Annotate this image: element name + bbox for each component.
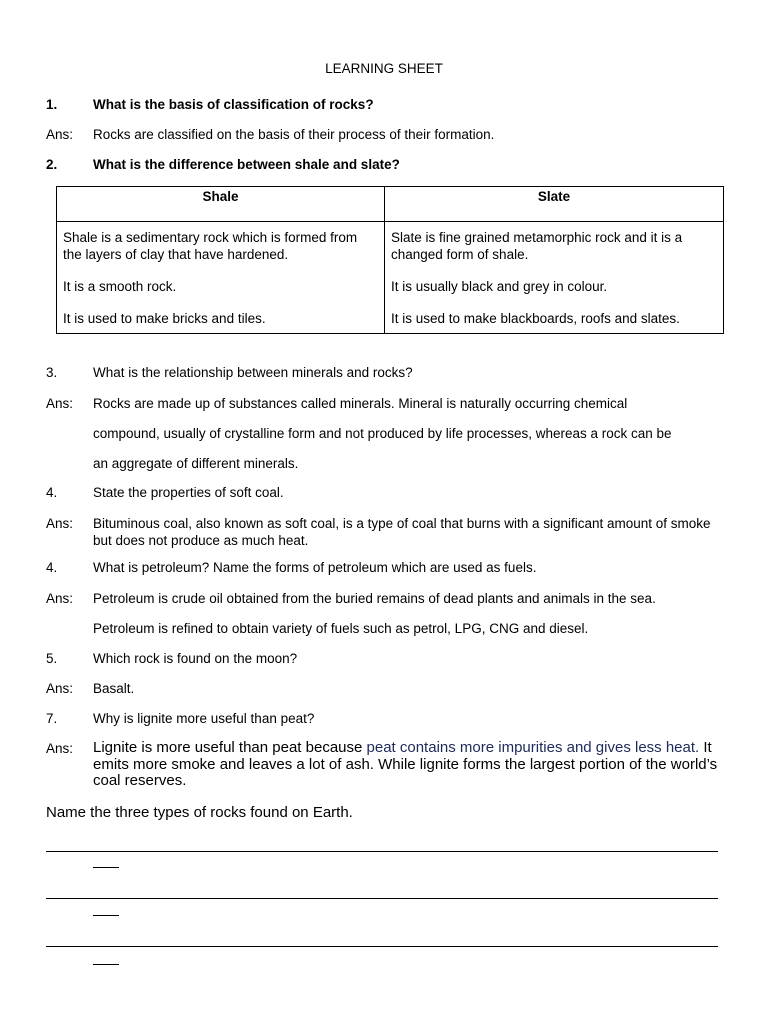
question-number: 7. [46,711,58,726]
answer-part: It emits more smoke and leaves a lot of ash. While lignite forms the largest portion of the world’s coal reserves. [93,739,718,789]
slate-point: It is used to make blackboards, roofs and slates. [391,311,680,326]
question-number: 4. [46,560,58,575]
answer-line: an aggregate of different minerals. [93,456,299,471]
answer-label: Ans: [46,127,74,142]
answer-label: Ans: [46,591,74,606]
answer-text: Basalt. [93,681,135,696]
question-number: 1. [46,97,58,112]
question-text: Why is lignite more useful than peat? [93,711,315,726]
table-header-slate: Slate [385,187,724,222]
shale-cell [57,222,385,334]
slate-point: Slate is fine grained metamorphic rock and it is a changed form of shale. [391,230,683,262]
shale-point: It is a smooth rock. [63,279,177,294]
answer-highlight: peat contains more impurities and gives less heat. [366,739,700,756]
answer-text [93,740,722,790]
shale-slate-table [56,186,724,334]
shale-point: Shale is a sedimentary rock which is formed from the layers of clay that have hardened. [63,230,358,262]
answer-line: Rocks are made up of substances called minerals. Mineral is naturally occurring chemical [93,396,628,411]
answer-text: Bituminous coal, also known as soft coal, is a type of coal that burns with a significant amount of smoke but does not produce as much heat. [93,516,711,548]
question-number: 3. [46,365,58,380]
answer-line-2-end [93,915,119,916]
table-header-shale: Shale [57,187,385,222]
question-text: Which rock is found on the moon? [93,651,298,666]
shale-point: It is used to make bricks and tiles. [63,311,266,326]
slate-cell [385,222,724,334]
question-text: What is the relationship between minerals and rocks? [93,365,413,380]
answer-line-1-end [93,867,119,868]
question-text: State the properties of soft coal. [93,485,284,500]
answer-label: Ans: [46,741,74,756]
page-title: LEARNING SHEET [325,61,443,76]
answer-line-2[interactable] [46,898,718,899]
question-number: 4. [46,485,58,500]
answer-text: Rocks are classified on the basis of their process of their formation. [93,127,495,142]
question-text: What is the difference between shale and slate? [93,157,400,172]
question-text: What is petroleum? Name the forms of petroleum which are used as fuels. [93,560,537,575]
answer-label: Ans: [46,396,74,411]
question-number: 5. [46,651,58,666]
answer-part: Lignite is more useful than peat because [93,739,367,756]
answer-line: Petroleum is refined to obtain variety of fuels such as petrol, LPG, CNG and diesel. [93,621,589,636]
table-row [57,222,724,334]
question-text: What is the basis of classification of rocks? [93,97,374,112]
answer-line-3-end [93,964,119,965]
slate-point: It is usually black and grey in colour. [391,279,608,294]
final-question: Name the three types of rocks found on Earth. [46,804,353,821]
answer-line: compound, usually of crystalline form and not produced by life processes, whereas a rock can be [93,426,672,441]
answer-line-3[interactable] [46,946,718,947]
table-header-row [57,187,724,222]
answer-line: Petroleum is crude oil obtained from the buried remains of dead plants and animals in the sea. [93,591,656,606]
question-number: 2. [46,157,58,172]
answer-label: Ans: [46,516,74,531]
answer-line-1[interactable] [46,851,718,852]
answer-label: Ans: [46,681,74,696]
